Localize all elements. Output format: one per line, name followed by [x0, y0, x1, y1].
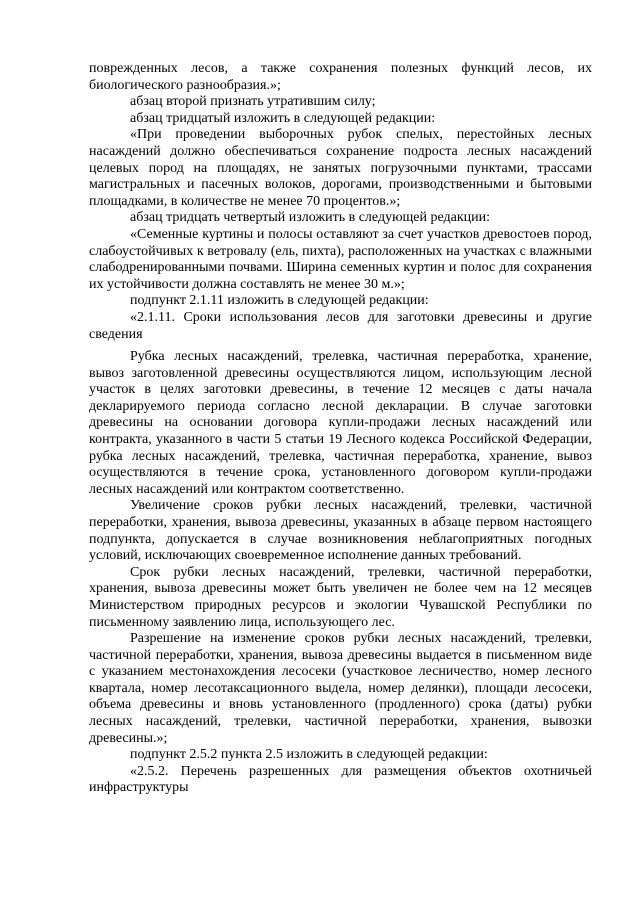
- paragraph-amendment: абзац второй признать утратившим силу;: [130, 94, 376, 110]
- paragraph-body: Разрешение на изменение сроков рубки лесных насаждений, трелевки, частичной переработки, хранения, вывоза древесины выдается в письменном виде с указанием местонахождения лесосеки (участковое лесничество, номер лесного квартала, номер лесотаксационного выдела, номер делянки), площади лесосеки, объема древесины и вновь установленного (продленного) срока (даты) рубки лесных насаждений, трелевки, частичной переработки, хранения, вывозки древесины.»;: [89, 631, 592, 746]
- paragraph-heading: «2.1.11. Сроки использования лесов для заготовки древесины и другие сведения: [89, 309, 592, 342]
- paragraph-body: Увеличение сроков рубки лесных насаждений, трелевки, частичной переработки, хранения, вывоза древесины, указанных в абзаце первом настоящего подпункта, допускается в случае возникновения неблагоприятных погодных условий, исключающих своевременное исполнение данных требований.: [89, 498, 592, 564]
- paragraph-amendment: абзац тридцать четвертый изложить в следующей редакции:: [130, 210, 491, 226]
- paragraph-amendment: абзац тридцатый изложить в следующей редакции:: [130, 110, 436, 126]
- paragraph-quote: «При проведении выборочных рубок спелых, перестойных лесных насаждений должно обеспечиваться сохранение подроста лесных насаждений целевых пород на площадях, не занятых погрузочными пунктами, трассами магистральных и пасечных волоков, дорогами, производственными и бытовыми площадками, в количестве не менее 70 процентов.»;: [89, 127, 592, 209]
- paragraph-quote: «Семенные куртины и полосы оставляют за счет участков древостоев пород, слабоустойчивых к ветровалу (ель, пихта), расположенных на участках с влажными слабодренированными почвами. Ширина семенных куртин и полос для сохранения их устойчивости должна составлять не менее 30 м.»;: [89, 226, 592, 292]
- paragraph-amendment: подпункт 2.1.11 изложить в следующей редакции:: [130, 293, 429, 309]
- paragraph-body: Рубка лесных насаждений, трелевка, частичная переработка, хранение, вывоз заготовленной древесины осуществляются лицом, использующим лесной участок в целях заготовки древесины, в течение 12 месяцев с даты начала декларируемого периода согласно лесной декларации. В случае заготовки древесины на основании договора купли-продажи лесных насаждений или контракта, указанного в части 5 статьи 19 Лесного кодекса Российской Федерации, рубка лесных насаждений, трелевка, частичная переработка, хранение, вывоз осуществляются в течение срока, установленного договором купли-продажи лесных насаждений или контрактом соответственно.: [89, 349, 592, 497]
- paragraph-heading: «2.5.2. Перечень разрешенных для размещения объектов охотничьей инфраструктуры: [89, 763, 592, 796]
- text-block-top: [89, 61, 592, 343]
- paragraph-body: Срок рубки лесных насаждений, трелевки, частичной переработки, хранения, вывоза древесины может быть увеличен не более чем на 12 месяцев Министерством природных ресурсов и экологии Чувашской Республики по письменному заявлению лица, использующего лес.: [89, 564, 592, 630]
- paragraph-continuation: поврежденных лесов, а также сохранения полезных функций лесов, их биологического разнообразия.»;: [89, 61, 592, 93]
- text-block-bottom: [89, 349, 592, 797]
- paragraph-amendment: подпункт 2.5.2 пункта 2.5 изложить в следующей редакции:: [130, 747, 488, 763]
